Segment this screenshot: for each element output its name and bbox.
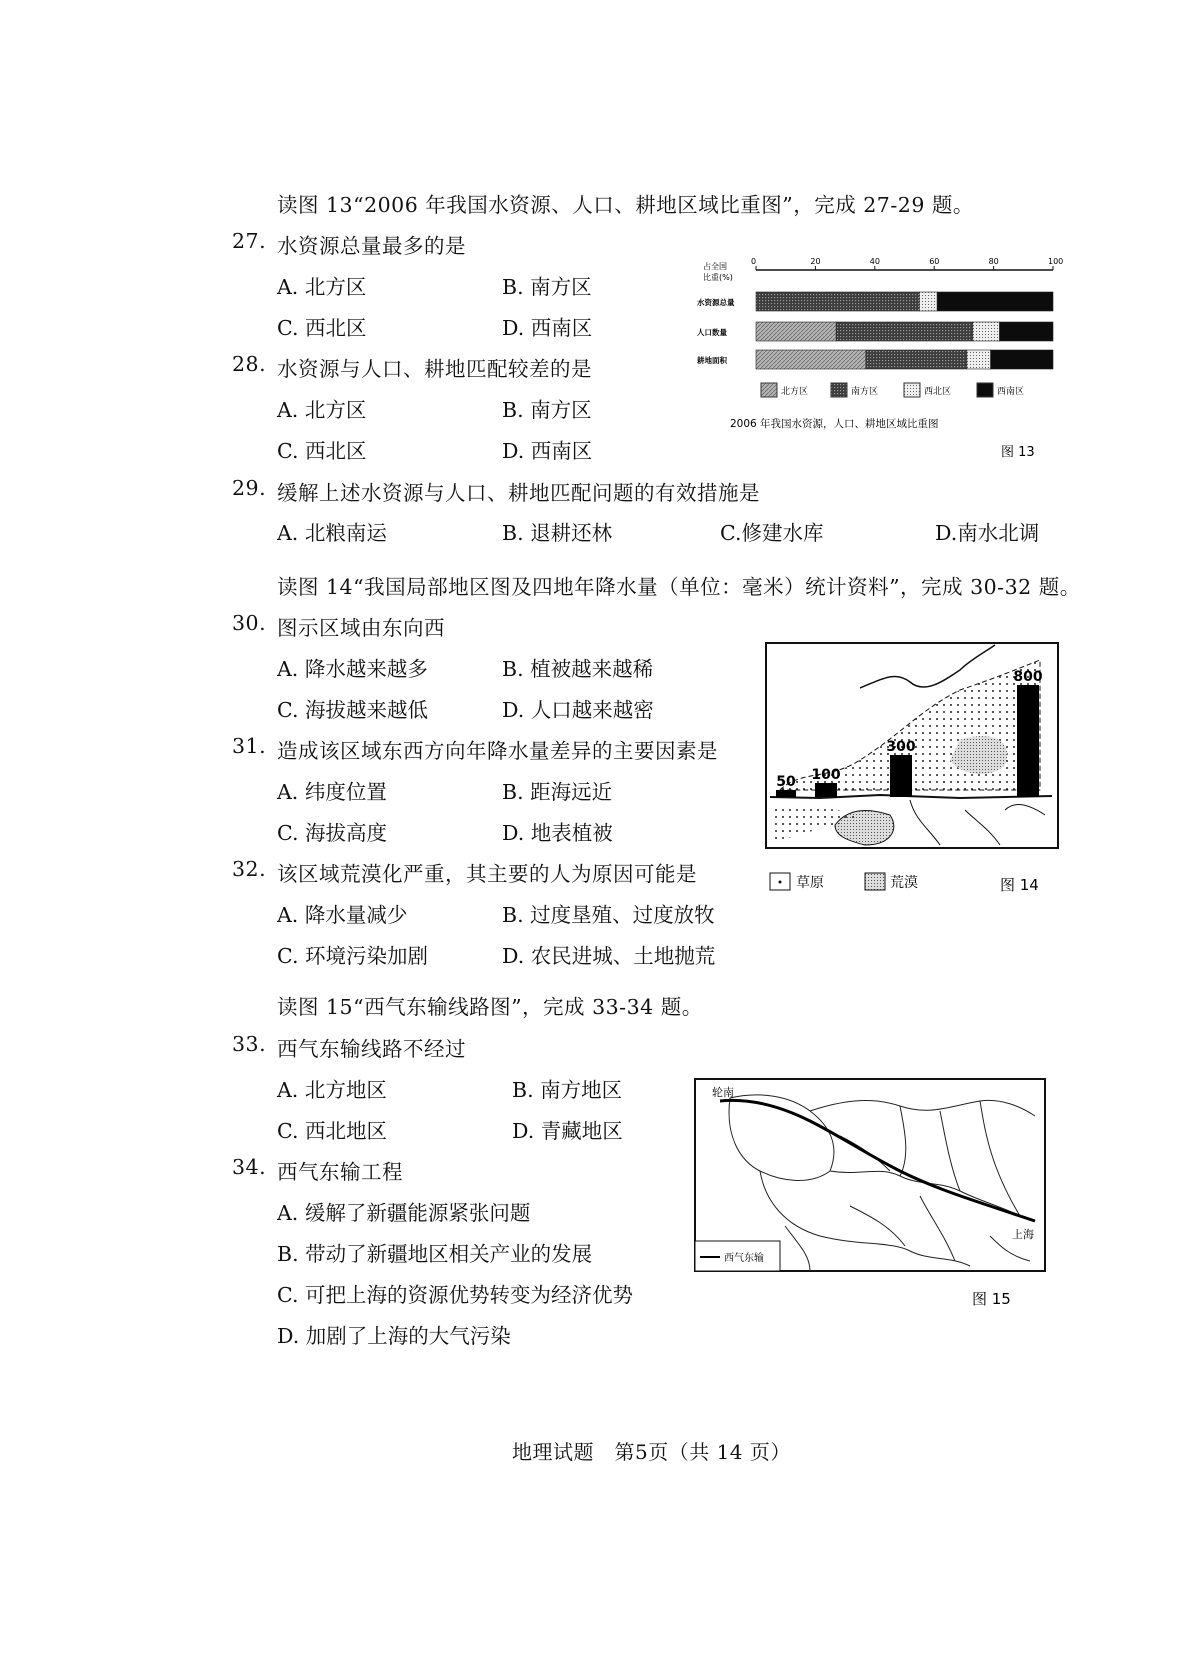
- bar-segment: [756, 322, 836, 341]
- question-33-stem: 西气东输线路不经过: [277, 1037, 466, 1061]
- legend-swatch-north: [761, 383, 777, 397]
- bar-segment: [937, 292, 1053, 311]
- axis-title-2: 比重(%): [703, 273, 733, 282]
- question-28-stem: 水资源与人口、耕地匹配较差的是: [277, 357, 592, 381]
- page-footer: 地理试题 第5页（共 14 页）: [512, 1440, 791, 1464]
- q33-option-c[interactable]: C. 西北地区: [277, 1119, 387, 1143]
- intro-figure-13: 读图 13“2006 年我国水资源、人口、耕地区域比重图”，完成 27-29 题。: [277, 193, 974, 217]
- figure-15: [690, 1076, 1050, 1316]
- q31-option-c[interactable]: C. 海拔高度: [277, 821, 387, 845]
- figure-13-chart: [693, 252, 1078, 467]
- bar-segment: [973, 322, 1000, 341]
- precipitation-bar: [1017, 685, 1039, 797]
- q27-option-b[interactable]: B. 南方区: [502, 275, 592, 299]
- question-30-number: 30.: [232, 611, 267, 635]
- intro-figure-14: 读图 14“我国局部地区图及四地年降水量（单位：毫米）统计资料”，完成 30-32 题。: [277, 575, 1081, 599]
- q27-option-c[interactable]: C. 西北区: [277, 316, 367, 340]
- q33-option-a[interactable]: A. 北方地区: [277, 1078, 387, 1102]
- intro-figure-15: 读图 15“西气东输线路图”，完成 33-34 题。: [277, 995, 703, 1019]
- q32-option-c[interactable]: C. 环境污染加剧: [277, 944, 428, 968]
- precipitation-bar: [815, 783, 837, 797]
- question-32-number: 32.: [232, 857, 267, 881]
- question-29-number: 29.: [232, 476, 267, 500]
- figure-13: [693, 252, 1078, 467]
- q33-option-b[interactable]: B. 南方地区: [512, 1078, 623, 1102]
- figure-15-label: 图 15: [972, 1290, 1011, 1308]
- precipitation-bar: [776, 790, 796, 797]
- question-27-stem: 水资源总量最多的是: [277, 234, 466, 258]
- q29-option-d[interactable]: D.南水北调: [935, 521, 1040, 545]
- legend-grassland: 草原: [796, 875, 824, 891]
- x-tick-label: 100: [1048, 257, 1064, 266]
- q29-option-b[interactable]: B. 退耕还林: [502, 521, 613, 545]
- axis-title-1: 占全国: [703, 262, 727, 271]
- legend-swatch-northwest: [904, 383, 920, 397]
- legend-swatch-south: [831, 383, 847, 397]
- legend-swatch-desert: [865, 873, 885, 890]
- q34-option-b[interactable]: B. 带动了新疆地区相关产业的发展: [277, 1242, 593, 1266]
- q31-option-a[interactable]: A. 纬度位置: [277, 780, 387, 804]
- place-lunnan: 轮南: [712, 1086, 734, 1099]
- x-tick-label: 40: [869, 257, 880, 266]
- place-shanghai: 上海: [1012, 1228, 1034, 1241]
- q32-option-b[interactable]: B. 过度垦殖、过度放牧: [502, 903, 715, 927]
- question-28-number: 28.: [232, 352, 267, 376]
- bar-segment: [967, 350, 991, 369]
- question-27-number: 27.: [232, 229, 267, 253]
- q27-option-d[interactable]: D. 西南区: [502, 316, 593, 340]
- q34-option-c[interactable]: C. 可把上海的资源优势转变为经济优势: [277, 1283, 633, 1307]
- question-34-stem: 西气东输工程: [277, 1160, 403, 1184]
- precipitation-value-label: 300: [886, 739, 916, 755]
- category-label: 人口数量: [697, 328, 727, 337]
- x-tick-label: 80: [988, 257, 999, 266]
- q30-option-d[interactable]: D. 人口越来越密: [502, 698, 654, 722]
- legend-southwest: 西南区: [997, 387, 1025, 397]
- bar-segment: [919, 292, 937, 311]
- precipitation-value-label: 100: [811, 767, 841, 783]
- figure-14-label: 图 14: [1000, 876, 1039, 894]
- category-label: 耕地面积: [697, 356, 727, 365]
- legend-pipeline: 西气东输: [724, 1253, 764, 1264]
- q31-option-d[interactable]: D. 地表植被: [502, 821, 613, 845]
- x-tick-label: 20: [810, 257, 821, 266]
- q32-option-d[interactable]: D. 农民进城、土地抛荒: [502, 944, 716, 968]
- q30-option-a[interactable]: A. 降水越来越多: [277, 657, 428, 681]
- q28-option-c[interactable]: C. 西北区: [277, 439, 367, 463]
- precipitation-bar: [890, 755, 912, 797]
- legend-north: 北方区: [781, 387, 809, 397]
- bar-segment: [1000, 322, 1053, 341]
- q28-option-a[interactable]: A. 北方区: [277, 398, 367, 422]
- question-34-number: 34.: [232, 1155, 267, 1179]
- question-30-stem: 图示区域由东向西: [277, 616, 445, 640]
- category-label: 水资源总量: [697, 298, 735, 307]
- question-32-stem: 该区域荒漠化严重，其主要的人为原因可能是: [277, 862, 697, 886]
- figure-15-map: [690, 1076, 1050, 1316]
- figure-13-label: 图 13: [1001, 445, 1035, 460]
- q31-option-b[interactable]: B. 距海远近: [502, 780, 613, 804]
- figure-13-legend: [761, 383, 1024, 397]
- figure-13-caption: 2006 年我国水资源，人口、耕地区域比重图: [730, 418, 939, 430]
- q27-option-a[interactable]: A. 北方区: [277, 275, 367, 299]
- legend-desert: 荒漠: [890, 875, 918, 891]
- bar-segment: [991, 350, 1053, 369]
- bar-segment: [756, 292, 919, 311]
- bar-segment: [836, 322, 973, 341]
- bar-segment: [866, 350, 967, 369]
- precipitation-value-label: 50: [776, 774, 796, 790]
- q34-option-a[interactable]: A. 缓解了新疆能源紧张问题: [277, 1201, 531, 1225]
- question-33-number: 33.: [232, 1032, 267, 1056]
- question-31-number: 31.: [232, 734, 267, 758]
- legend-south: 南方区: [851, 387, 879, 397]
- precipitation-value-label: 800: [1013, 669, 1043, 685]
- x-tick-label: 0: [751, 257, 757, 266]
- q28-option-b[interactable]: B. 南方区: [502, 398, 592, 422]
- q32-option-a[interactable]: A. 降水量减少: [277, 903, 408, 927]
- q30-option-c[interactable]: C. 海拔越来越低: [277, 698, 428, 722]
- figure-14: [760, 640, 1065, 900]
- bar-segment: [756, 350, 866, 369]
- q33-option-d[interactable]: D. 青藏地区: [512, 1119, 623, 1143]
- question-29-stem: 缓解上述水资源与人口、耕地匹配问题的有效措施是: [277, 481, 760, 505]
- x-tick-label: 60: [929, 257, 940, 266]
- legend-northwest: 西北区: [924, 387, 952, 397]
- q34-option-d[interactable]: D. 加剧了上海的大气污染: [277, 1324, 511, 1348]
- question-31-stem: 造成该区域东西方向年降水量差异的主要因素是: [277, 739, 718, 763]
- legend-swatch-southwest: [977, 383, 993, 397]
- q30-option-b[interactable]: B. 植被越来越稀: [502, 657, 654, 681]
- q28-option-d[interactable]: D. 西南区: [502, 439, 593, 463]
- q29-option-a[interactable]: A. 北粮南运: [277, 521, 387, 545]
- q29-option-c[interactable]: C.修建水库: [720, 521, 824, 545]
- figure-14-map: [760, 640, 1065, 900]
